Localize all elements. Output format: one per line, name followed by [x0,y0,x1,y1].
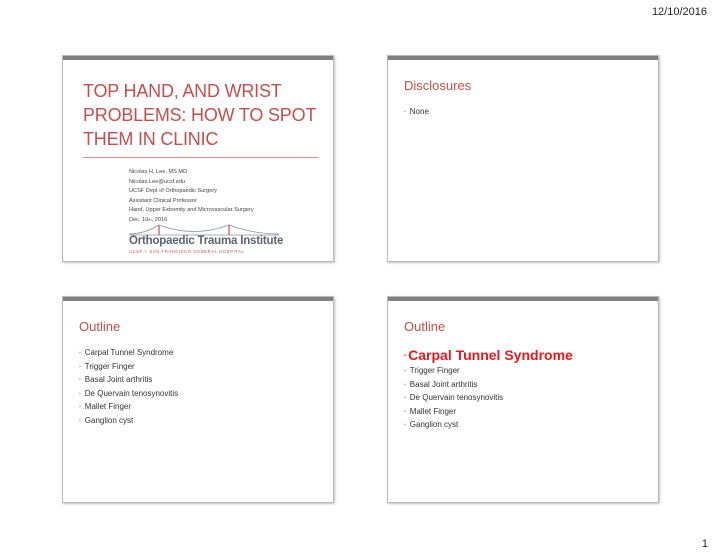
slide-outline [62,296,334,503]
author-line: Nicolas H. Lee, MS MD [129,169,188,175]
slide-outline-highlighted [387,296,659,503]
title-divider [83,157,318,158]
list-item: ▪ Basal Joint arthritis [79,374,178,388]
logo-name: Orthopaedic Trauma Institute [129,235,284,247]
list-item: ▪ Basal Joint arthritis [404,379,503,393]
slide-top-bar [388,56,658,60]
list-item: ▪ Ganglion cyst [79,415,178,429]
slide-top-bar [63,297,333,301]
presentation-title: TOP HAND, AND WRIST PROBLEMS: HOW TO SPOT THEM IN CLINIC [83,81,316,149]
list-item: ▪ De Quervain tenosynovitis [79,388,178,402]
list-item: ▪ None [404,106,429,120]
list-item: ▪ Mallet Finger [404,406,503,420]
header-date: 12/10/2016 [651,6,707,18]
list-item: ▪ Trigger Finger [79,361,178,375]
list-item: ▪ Mallet Finger [79,401,178,415]
list-item: ▪ De Quervain tenosynovitis [404,392,503,406]
highlighted-item: ▪ Carpal Tunnel Syndrome [404,347,573,363]
slide-heading: Outline [404,319,446,334]
slide-title-page [62,55,334,262]
list-item: ▪ Ganglion cyst [404,419,503,433]
slide-top-bar [63,56,333,60]
slide-top-bar [388,297,658,301]
author-line: Hand, Upper Extremity and Microvascular Surgery [129,207,254,213]
logo-subtitle: UCSF × SAN FRANCISCO GENERAL HOSPITAL [129,249,245,254]
slide-disclosures [387,55,659,262]
slide-heading: Outline [79,319,121,334]
page-number: 1 [701,538,708,550]
bullet-icon: ▪ [404,353,407,359]
institute-logo [129,224,289,259]
bullet-list [79,347,178,428]
author-block [129,168,254,225]
author-line: UCSF Dept of Orthopaedic Surgery [129,188,217,194]
bullet-list [404,365,503,433]
bullet-list [404,106,429,120]
list-item: ▪ Trigger Finger [404,365,503,379]
list-item: ▪ Carpal Tunnel Syndrome [79,347,178,361]
presentation-date: Dec. 10th, 2016 [129,216,168,223]
author-line: Nicolas.Lee@ucsf.edu [129,178,186,185]
author-line: Assistant Clinical Professor [129,197,197,204]
slide-heading: Disclosures [404,78,472,93]
